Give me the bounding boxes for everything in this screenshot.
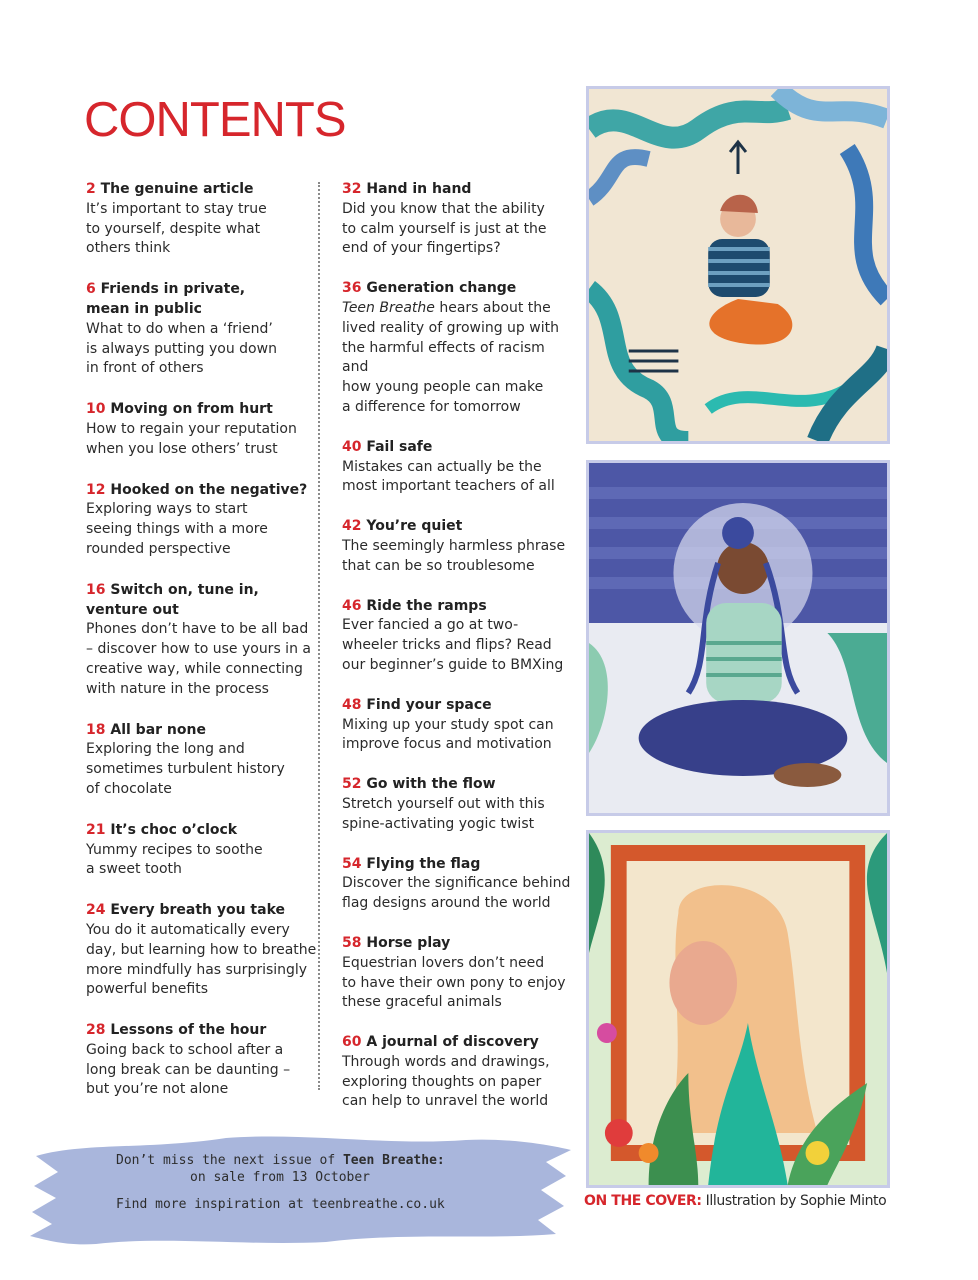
banner-brand: Teen Breathe:	[342, 1153, 445, 1168]
banner-on-sale: on sale from 13 October	[190, 1170, 371, 1185]
contents-entry	[86, 180, 326, 259]
entry-page-number: 24	[86, 902, 106, 919]
entry-title: A journal of discovery	[366, 1034, 539, 1051]
contents-entry	[86, 821, 326, 880]
entry-description-line: Equestrian lovers don’t need	[342, 954, 545, 971]
entry-title: Switch on, tune in,	[110, 581, 259, 598]
contents-entry	[86, 1021, 326, 1100]
entry-page-number: 18	[86, 721, 106, 738]
entry-description-line: to calm yourself is just at the	[342, 220, 547, 237]
entry-title: Horse play	[366, 934, 451, 951]
entry-description-line: Mixing up your study spot can	[342, 716, 554, 733]
entry-page-number: 28	[86, 1022, 106, 1039]
entry-description-line: Exploring ways to start	[86, 501, 248, 518]
entry-description-line: Phones don’t have to be all bad	[86, 621, 309, 638]
entry-description-line: It’s important to stay true	[86, 200, 267, 217]
entry-title: Fail safe	[366, 438, 433, 455]
entry-page-number: 16	[86, 581, 106, 598]
entry-title: Flying the flag	[366, 855, 481, 872]
entry-page-number: 40	[342, 438, 362, 455]
contents-entry	[342, 855, 574, 914]
entry-heading	[86, 481, 326, 501]
entry-description-line: can help to unravel the world	[342, 1093, 549, 1110]
brush-stroke-banner	[26, 1128, 574, 1246]
cover-credit-label: ON THE COVER:	[584, 1193, 702, 1209]
entry-description-line: most important teachers of all	[342, 478, 555, 495]
entry-description-line: more mindfully has surprisingly	[86, 961, 308, 978]
contents-entry	[342, 1033, 574, 1112]
page-title: CONTENTS	[84, 93, 346, 147]
entry-page-number: 42	[342, 518, 362, 535]
entry-description-line: end of your fingertips?	[342, 240, 501, 257]
entry-description-line: but you’re not alone	[86, 1081, 229, 1098]
entry-description-line: spine-activating yogic twist	[342, 815, 535, 832]
contents-entry	[342, 438, 574, 497]
contents-entry	[342, 279, 574, 418]
entry-title: Generation change	[366, 280, 517, 297]
contents-entry	[86, 901, 326, 1000]
entry-heading	[342, 1033, 574, 1053]
entry-title: Hooked on the negative?	[110, 481, 308, 498]
entry-heading	[342, 438, 574, 458]
entry-description-line: others think	[86, 240, 171, 257]
entry-description-line: long break can be daunting –	[86, 1061, 291, 1078]
entry-description-line: how young people can make	[342, 379, 544, 396]
entry-description-line: Did you know that the ability	[342, 200, 545, 217]
entry-page-number: 48	[342, 696, 362, 713]
entry-heading	[342, 696, 574, 716]
entry-heading	[86, 821, 326, 841]
contents-right-column	[342, 180, 574, 1132]
entry-title: Moving on from hurt	[110, 401, 273, 418]
entry-description-line: of chocolate	[86, 780, 172, 797]
entry-title-continued: venture out	[86, 601, 179, 618]
contents-entry	[342, 180, 574, 259]
entry-italic-lead: Teen Breathe	[342, 299, 435, 316]
entry-description-line: when you lose others’ trust	[86, 440, 278, 457]
entry-description-line: seeing things with a more	[86, 521, 268, 538]
entry-heading	[342, 775, 574, 795]
entry-heading	[342, 517, 574, 537]
entry-page-number: 12	[86, 481, 106, 498]
entry-description-line: day, but learning how to breathe	[86, 941, 317, 958]
cover-credit	[584, 1193, 886, 1209]
entry-description-line: creative way, while connecting	[86, 660, 303, 677]
entry-description-line: improve focus and motivation	[342, 736, 552, 753]
illustration-floating-girl	[586, 86, 890, 444]
entry-description-line: exploring thoughts on paper	[342, 1073, 542, 1090]
contents-entry	[86, 721, 326, 800]
entry-title: Hand in hand	[366, 181, 472, 197]
entry-description-line: powerful benefits	[86, 981, 209, 998]
entry-title: All bar none	[110, 721, 206, 738]
entry-title: Ride the ramps	[366, 597, 487, 614]
entry-description-line: Exploring the long and	[86, 741, 245, 758]
entry-title: The genuine article	[100, 181, 254, 197]
contents-entry	[342, 696, 574, 755]
entry-description-line: is always putting you down	[86, 340, 277, 357]
entry-page-number: 54	[342, 855, 362, 872]
entry-heading	[86, 1021, 326, 1041]
entry-description-line: with nature in the process	[86, 680, 269, 697]
banner-website: Find more inspiration at teenbreathe.co.uk	[116, 1197, 445, 1212]
entry-heading	[86, 180, 326, 200]
entry-heading	[86, 280, 326, 300]
entry-description-line: Mistakes can actually be the	[342, 458, 542, 475]
entry-description-line: wheeler tricks and flips? Read	[342, 637, 552, 654]
entry-description-line: Stretch yourself out with this	[342, 795, 545, 812]
entry-description-line: Going back to school after a	[86, 1041, 284, 1058]
entry-heading	[86, 581, 326, 601]
entry-page-number: 10	[86, 401, 106, 418]
entry-description-line: the harmful effects of racism and	[342, 339, 545, 376]
entry-description-line: in front of others	[86, 360, 204, 377]
entry-description-line: that can be so troublesome	[342, 557, 535, 574]
entry-title: Go with the flow	[366, 776, 496, 793]
entry-description-line: to have their own pony to enjoy	[342, 974, 566, 991]
entry-page-number: 60	[342, 1034, 362, 1051]
entry-heading	[342, 180, 574, 200]
entry-title: Friends in private,	[100, 281, 246, 298]
entry-page-number: 2	[86, 181, 96, 197]
entry-description-line: rounded perspective	[86, 540, 231, 557]
entry-description-line: Through words and drawings,	[342, 1053, 550, 1070]
entry-heading	[342, 597, 574, 617]
contents-entry	[86, 400, 326, 459]
entry-heading	[342, 279, 574, 299]
entry-page-number: 58	[342, 934, 362, 951]
entry-page-number: 36	[342, 280, 362, 297]
banner-line1-text: Don’t miss the next issue of	[116, 1153, 343, 1168]
entry-description-line: flag designs around the world	[342, 895, 551, 912]
contents-entry	[342, 597, 574, 676]
dotted-divider	[318, 182, 320, 1090]
entry-description-line: Yummy recipes to soothe	[86, 841, 263, 858]
illustration-framed-girl	[586, 830, 890, 1188]
entry-heading	[86, 901, 326, 921]
entry-page-number: 21	[86, 821, 106, 838]
entry-description-line: – discover how to use yours in a	[86, 641, 311, 658]
entry-title: Find your space	[366, 696, 492, 713]
entry-heading	[86, 400, 326, 420]
entry-page-number: 52	[342, 776, 362, 793]
entry-description-line: sometimes turbulent history	[86, 761, 285, 778]
entry-title: You’re quiet	[366, 518, 463, 535]
entry-heading	[86, 721, 326, 741]
entry-heading	[342, 855, 574, 875]
contents-left-column	[86, 180, 326, 1121]
entry-description-line: Discover the significance behind	[342, 875, 571, 892]
entry-title-continued: mean in public	[86, 300, 202, 317]
entry-title: It’s choc o’clock	[110, 821, 238, 838]
entry-description-line: our beginner’s guide to BMXing	[342, 656, 564, 673]
entry-description-line: You do it automatically every	[86, 921, 290, 938]
contents-entry	[342, 517, 574, 576]
banner-next-issue	[116, 1153, 445, 1168]
entry-description-line: The seemingly harmless phrase	[342, 537, 566, 554]
contents-entry	[342, 775, 574, 834]
entry-description-line: Ever fancied a go at two-	[342, 617, 519, 634]
entry-description-line: How to regain your reputation	[86, 420, 297, 437]
entry-description-line: What to do when a ‘friend’	[86, 320, 273, 337]
contents-entry	[86, 280, 326, 379]
entry-page-number: 6	[86, 281, 96, 298]
entry-description-line: lived reality of growing up with	[342, 319, 559, 336]
entry-heading	[342, 934, 574, 954]
contents-entry	[86, 481, 326, 560]
entry-description-line: to yourself, despite what	[86, 220, 261, 237]
entry-page-number: 32	[342, 181, 362, 197]
entry-description-text: hears about the	[434, 299, 551, 316]
entry-title: Lessons of the hour	[110, 1022, 267, 1039]
entry-description-line: these graceful animals	[342, 994, 502, 1011]
entry-description-line: a difference for tomorrow	[342, 398, 521, 415]
entry-title: Every breath you take	[110, 902, 286, 919]
contents-entry	[342, 934, 574, 1013]
contents-entry	[86, 581, 326, 700]
entry-page-number: 46	[342, 597, 362, 614]
entry-description-line	[342, 299, 574, 319]
cover-credit-text: Illustration by Sophie Minto	[705, 1193, 887, 1209]
illustration-meditating-girl	[586, 460, 890, 816]
entry-description-line: a sweet tooth	[86, 861, 182, 878]
